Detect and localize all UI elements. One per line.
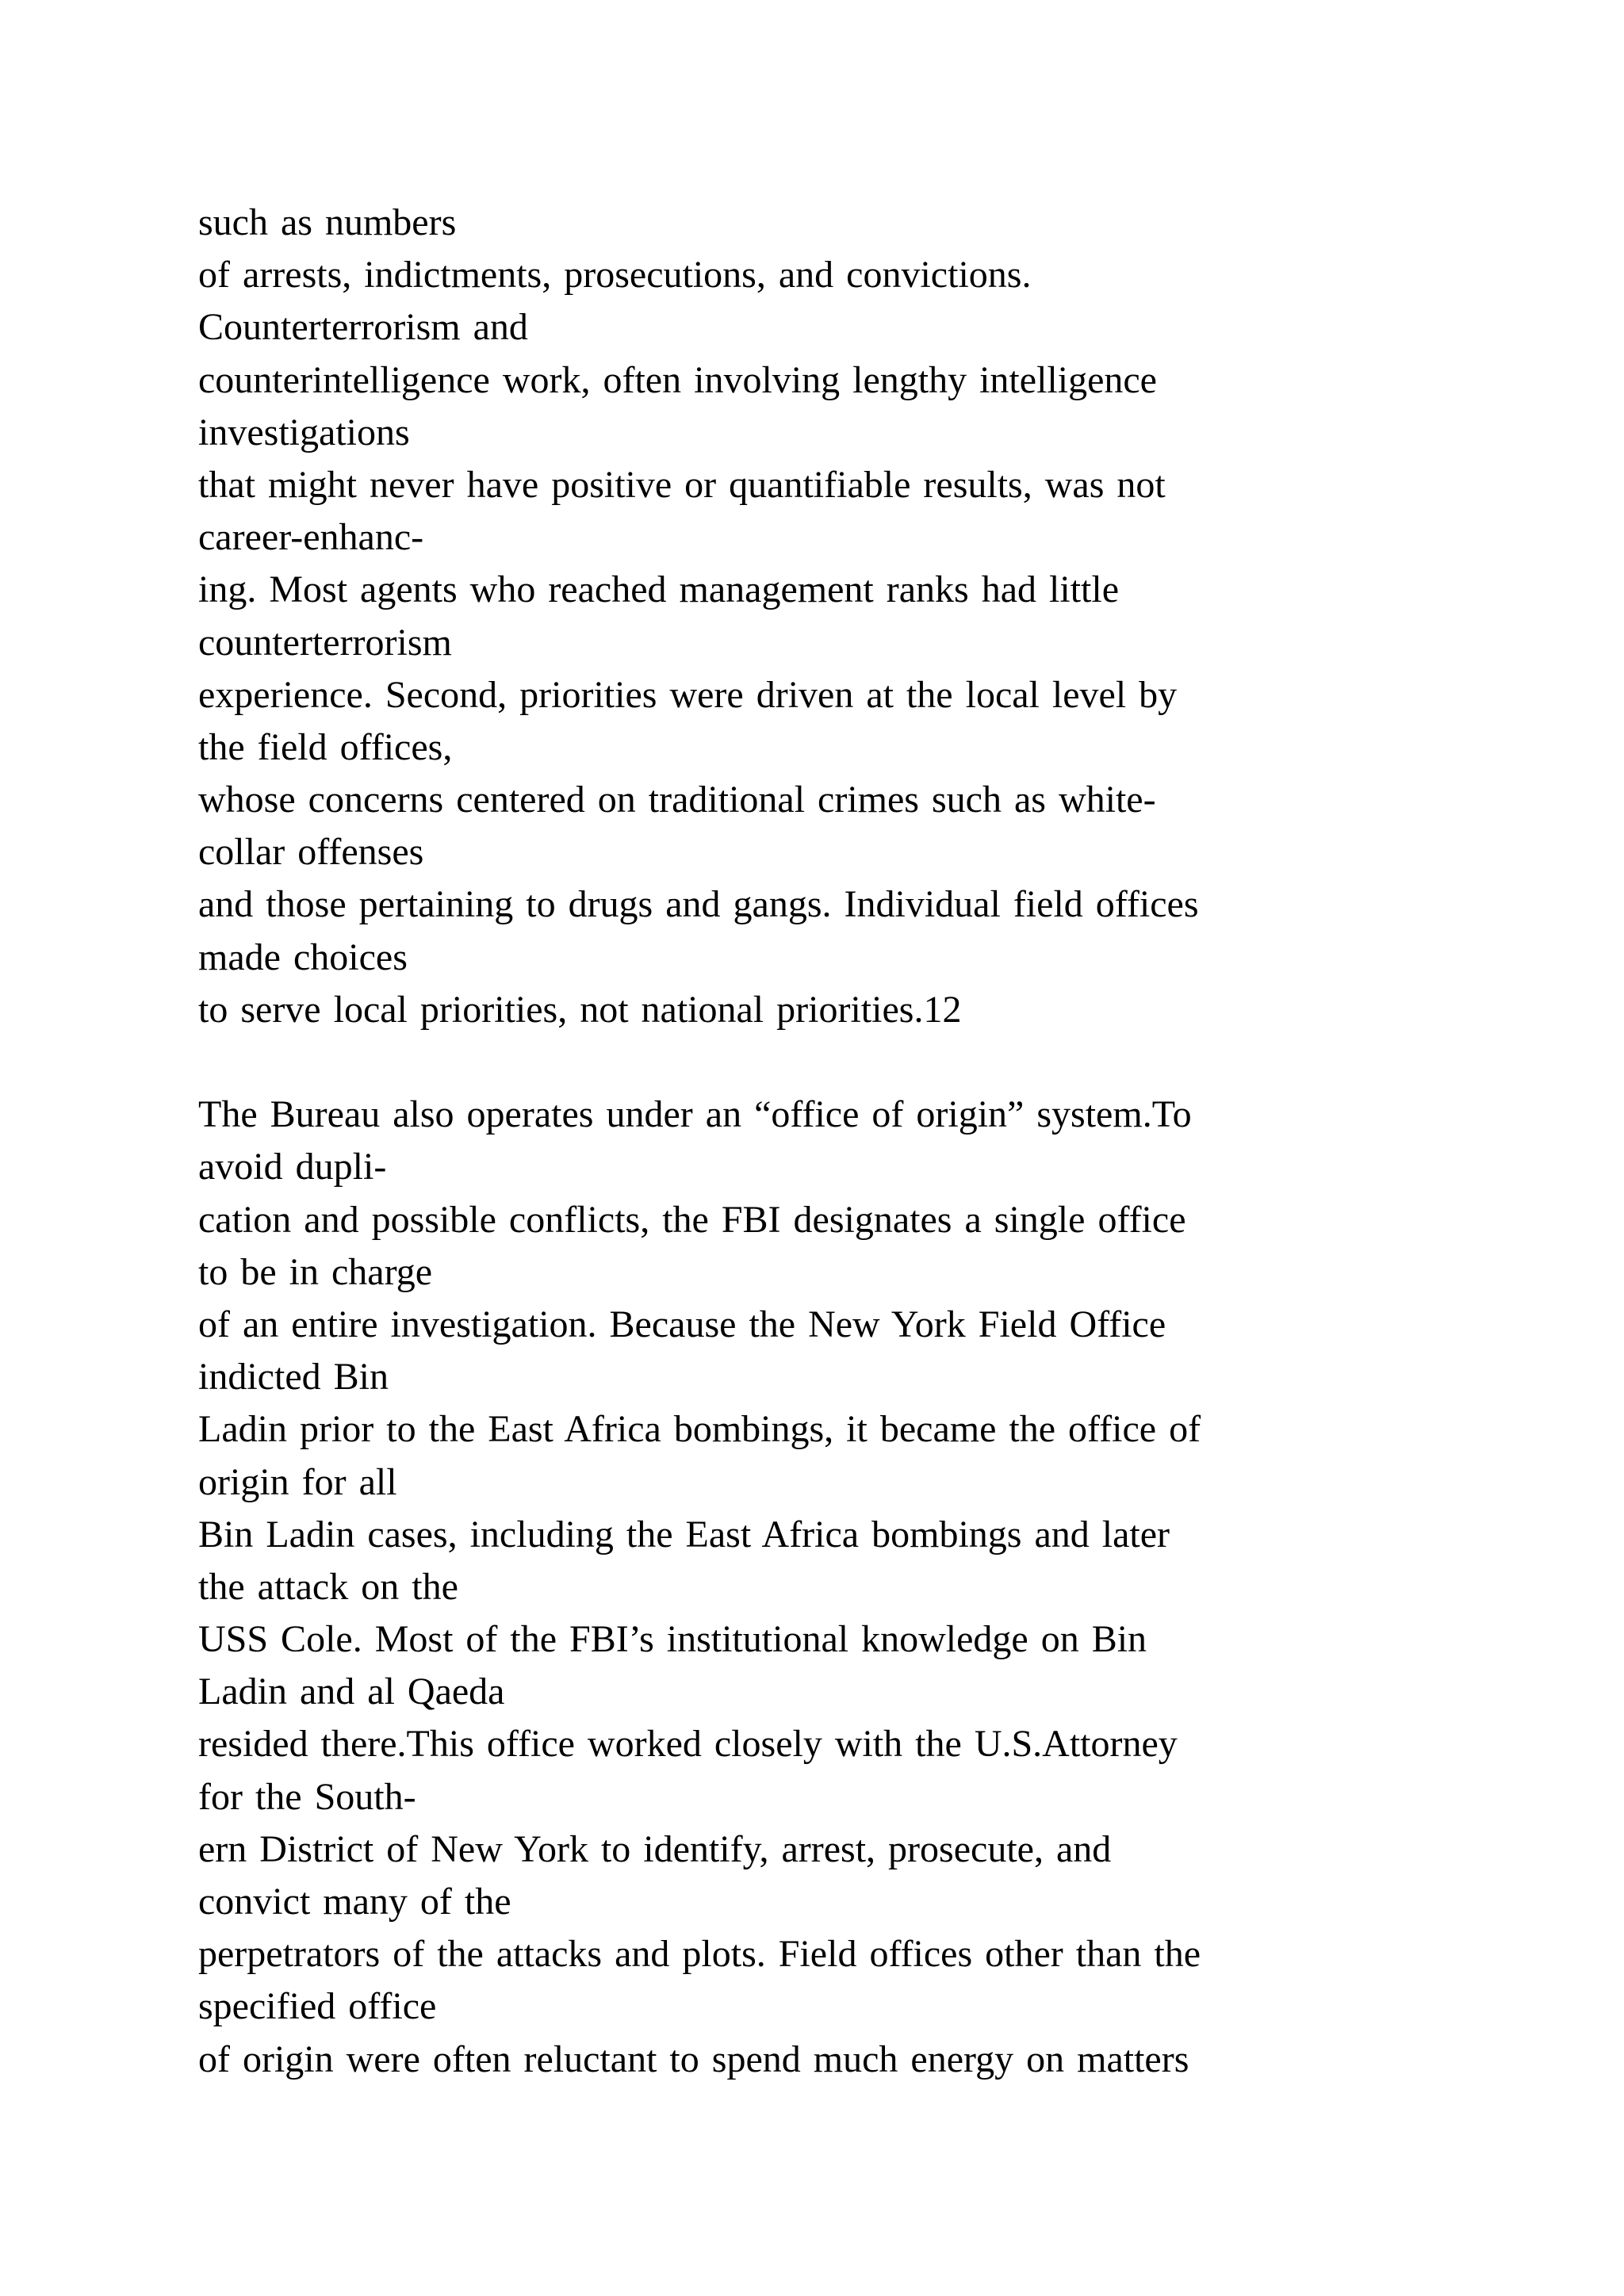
- text-line: career-enhanc-: [198, 516, 424, 559]
- text-line: of origin were often reluctant to spend much energy on matters: [198, 2038, 1189, 2080]
- text-line: convict many of the: [198, 1881, 511, 1923]
- text-line: of an entire investigation. Because the New York Field Office: [198, 1303, 1166, 1345]
- text-line: such as numbers: [198, 201, 457, 243]
- text-line: USS Cole. Most of the FBI’s institutional knowledge on Bin: [198, 1618, 1147, 1661]
- text-line: to serve local priorities, not national priorities.12: [198, 988, 962, 1031]
- text-line: counterintelligence work, often involving lengthy intelligence: [198, 358, 1157, 401]
- text-line: for the South-: [198, 1775, 416, 1818]
- text-line: Counterterrorism and: [198, 306, 528, 349]
- text-line: specified office: [198, 1985, 437, 2028]
- text-line: ing. Most agents who reached management ranks had little: [198, 568, 1120, 611]
- text-line: Ladin and al Qaeda: [198, 1670, 505, 1713]
- text-line: of arrests, indictments, prosecutions, and convictions.: [198, 254, 1032, 297]
- text-line: collar offenses: [198, 831, 424, 874]
- text-line: counterterrorism: [198, 621, 452, 664]
- text-line: cation and possible conflicts, the FBI designates a single office: [198, 1198, 1186, 1241]
- paragraph: [198, 197, 1499, 1036]
- text-line: avoid dupli-: [198, 1146, 387, 1188]
- text-line: to be in charge: [198, 1250, 433, 1293]
- text-line: Bin Ladin cases, including the East Africa bombings and later: [198, 1513, 1170, 1556]
- text-line: that might never have positive or quantifiable results, was not: [198, 463, 1166, 506]
- text-line: whose concerns centered on traditional crimes such as white-: [198, 779, 1156, 821]
- text-line: investigations: [198, 411, 410, 453]
- text-line: the attack on the: [198, 1565, 458, 1608]
- paragraph: [198, 1089, 1499, 2086]
- text-line: ern District of New York to identify, arrest, prosecute, and: [198, 1827, 1112, 1870]
- paragraph-break: [198, 1036, 1499, 1089]
- body-text: [198, 197, 1499, 2086]
- text-line: perpetrators of the attacks and plots. Field offices other than the: [198, 1933, 1201, 1976]
- text-line: made choices: [198, 936, 408, 978]
- text-line: origin for all: [198, 1460, 397, 1503]
- text-line: The Bureau also operates under an “office of origin” system.To: [198, 1093, 1192, 1136]
- text-line: Ladin prior to the East Africa bombings, it became the office of: [198, 1408, 1201, 1451]
- text-line: and those pertaining to drugs and gangs. Individual field offices: [198, 883, 1199, 926]
- text-line: indicted Bin: [198, 1356, 389, 1399]
- text-line: the field offices,: [198, 725, 453, 768]
- text-line: resided there.This office worked closely with the U.S.Attorney: [198, 1723, 1178, 1766]
- text-line: experience. Second, priorities were driven at the local level by: [198, 673, 1178, 716]
